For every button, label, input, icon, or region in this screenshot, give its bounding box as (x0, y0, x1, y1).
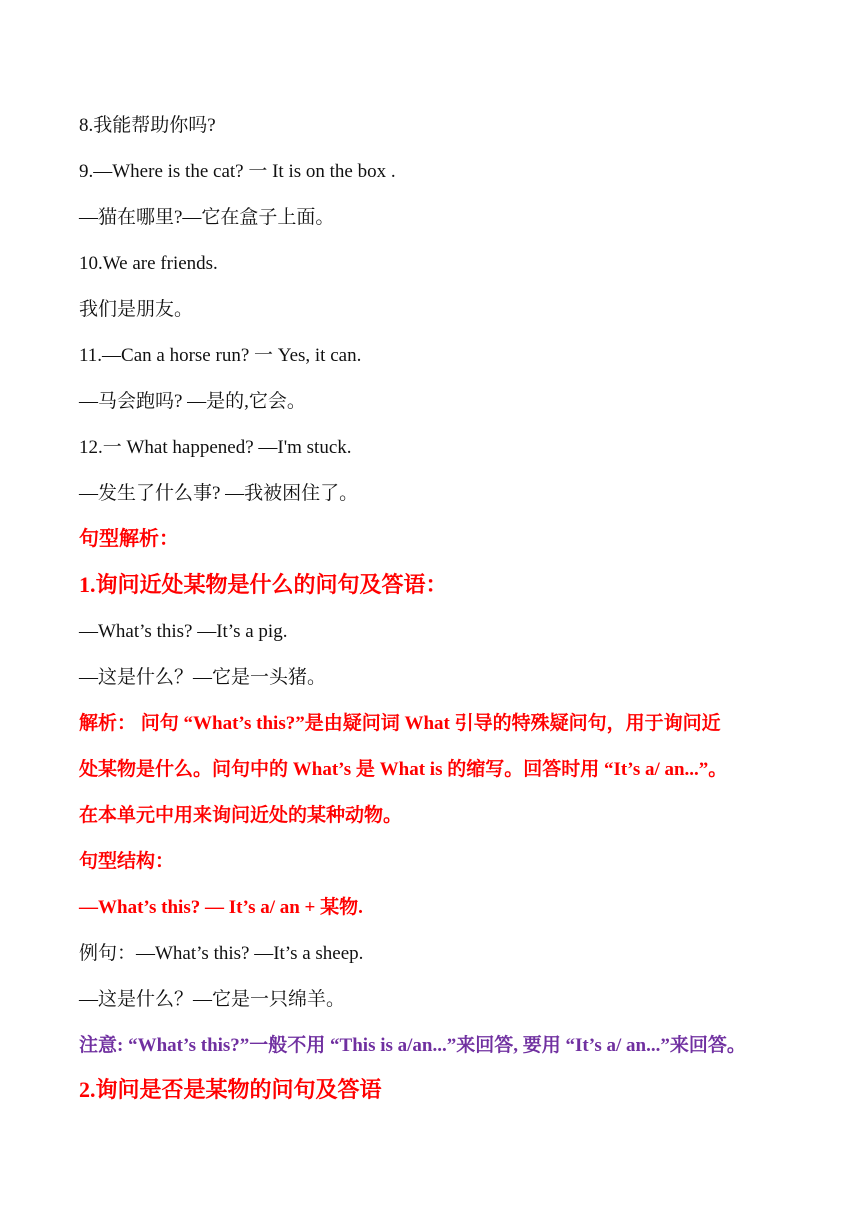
sentence-8: 8.我能帮助你吗? (79, 115, 216, 136)
structure-heading: 句型结构： (79, 851, 175, 872)
sentence-10-english: 10.We are friends. (79, 253, 218, 274)
example-sentence-chinese: —这是什么？—它是一只绵羊。 (79, 989, 346, 1010)
sentence-10-chinese: 我们是朋友。 (79, 299, 194, 320)
section-heading-pattern-analysis: 句型解析： (79, 528, 179, 550)
sentence-12-chinese: —发生了什么事? —我被困住了。 (79, 483, 359, 504)
sentence-9-english: 9.—Where is the cat? 一 It is on the box . (79, 161, 396, 182)
sentence-11-english: 11.—Can a horse run? 一 Yes, it can. (79, 345, 362, 366)
example-chinese-1: —这是什么？—它是一头猪。 (79, 667, 327, 688)
example-sentence-english: 例句：—What’s this? —It’s a sheep. (79, 943, 364, 964)
sentence-12-english: 12.一 What happened? —I'm stuck. (79, 437, 352, 458)
subheading-2: 2.询问是否是某物的问句及答语 (79, 1077, 382, 1102)
structure-formula: —What’s this? — It’s a/ an + 某物. (79, 897, 363, 918)
analysis-line-3: 在本单元中用来询问近处的某种动物。 (79, 805, 403, 826)
sentence-9-chinese: —猫在哪里?—它在盒子上面。 (79, 207, 335, 228)
analysis-line-1: 解析： 问句 “What’s this?”是由疑问词 What 引导的特殊疑问句，用于询问近 (79, 713, 721, 734)
sentence-11-chinese: —马会跑吗? —是的,它会。 (79, 391, 306, 412)
subheading-1: 1.询问近处某物是什么的问句及答语： (79, 572, 448, 597)
example-english-1: —What’s this? —It’s a pig. (79, 621, 288, 642)
note-line: 注意: “What’s this?”一般不用 “This is a/an...”来回答, 要用 “It’s a/ an...”来回答。 (79, 1035, 746, 1056)
analysis-line-2: 处某物是什么。问句中的 What’s 是 What is 的缩写。回答时用 “It’s a/ an...”。 (79, 759, 728, 780)
